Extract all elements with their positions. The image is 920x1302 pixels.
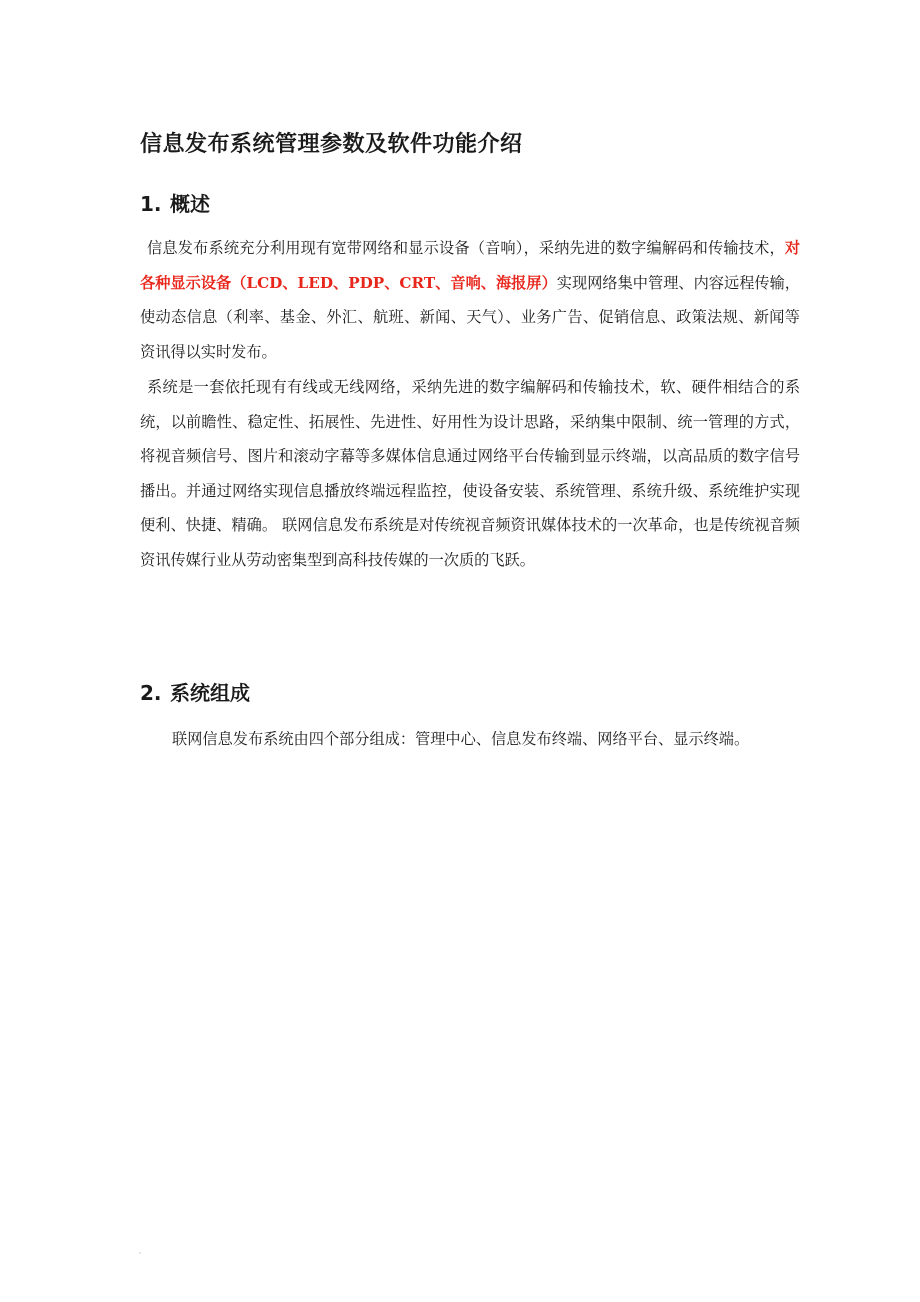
composition-paragraph: 联网信息发布系统由四个部分组成：管理中心、信息发布终端、网络平台、显示终端。 xyxy=(172,730,750,748)
emphasized-devices-text: 对各种显示设备（LCD、LED、PDP、CRT、音响、海报屏） xyxy=(140,239,800,292)
paragraph-text-after: 实现网络集中管理、内容远程传输，使动态信息（利率、基金、外汇、航班、新闻、天气）、业务广告、促销信息、政策法规、新闻等资讯得以实时发布。 xyxy=(140,273,800,361)
section-title: 系统组成 xyxy=(170,681,250,705)
section-title: 概述 xyxy=(170,192,210,216)
page-speck xyxy=(139,1252,141,1254)
section-number: 1. xyxy=(140,192,162,216)
section-heading-overview xyxy=(140,189,210,219)
section-heading-composition xyxy=(140,678,250,708)
overview-paragraph-1 xyxy=(140,231,800,369)
section-number: 2. xyxy=(140,681,162,705)
paragraph-text-before: 信息发布系统充分利用现有宽带网络和显示设备（音响），采纳先进的数字编解码和传输技术， xyxy=(147,239,785,257)
overview-paragraph-2: 系统是一套依托现有有线或无线网络，采纳先进的数字编解码和传输技术，软、硬件相结合的系统，以前瞻性、稳定性、拓展性、先进性、好用性为设计思路，采纳集中限制、统一管理的方式，将视音频信号、图片和滚动字幕等多媒体信息通过网络平台传输到显示终端，以高品质的数字信号播出。并通过网络实现信息播放终端远程监控，使设备安装、系统管理、系统升级、系统维护实现便利、快捷、精确。 联网信息发布系统是对传统视音频资讯媒体技术的一次革命，也是传统视音频资讯传媒行业从劳动密集型到高科技传媒的一次质的飞跃。 xyxy=(140,378,800,569)
document-title: 信息发布系统管理参数及软件功能介绍 xyxy=(140,132,523,157)
